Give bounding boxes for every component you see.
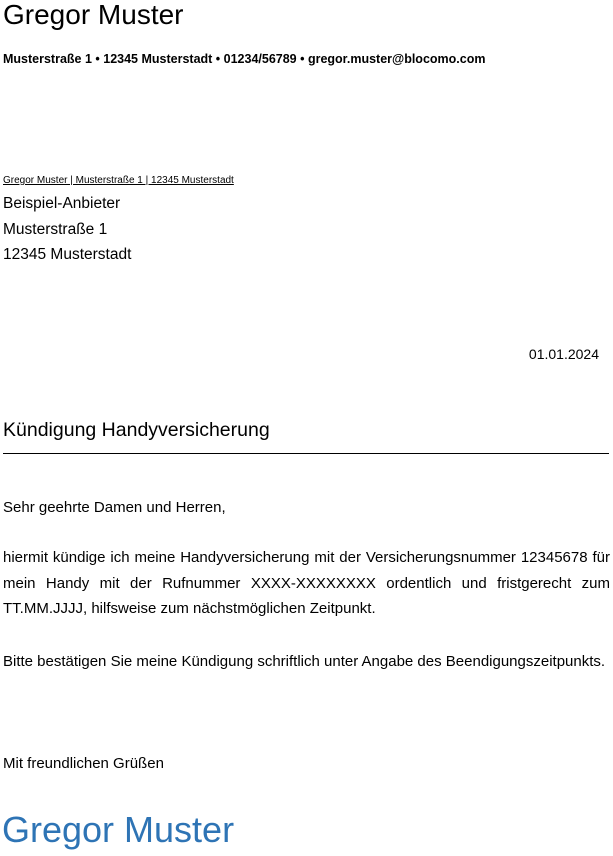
recipient-street: Musterstraße 1 [3, 220, 108, 238]
letter-paragraph-cancellation: hiermit kündige ich meine Handyversicherung mit der Versicherungsnummer 12345678 für mein Handy mit der Rufnummer XXXX-XXXXXXXX ordentlich und fristgerecht zum TT.MM.JJJJ, hilfsweise zum nächstmöglichen Zeitpunkt. [3, 549, 610, 617]
sender-contact-line: Musterstraße 1 • 12345 Musterstadt • 01234/56789 • gregor.muster@blocomo.com [3, 52, 486, 66]
letter-closing: Mit freundlichen Grüßen [3, 755, 164, 772]
letter-date: 01.01.2024 [528, 346, 599, 362]
signature: Gregor Muster [2, 809, 235, 850]
recipient-city: 12345 Musterstadt [3, 246, 132, 263]
return-address-line: Gregor Muster | Musterstraße 1 | 12345 Musterstadt [3, 175, 234, 186]
recipient-address-block [3, 191, 131, 268]
sender-name-heading: Gregor Muster [3, 0, 184, 30]
subject-divider [3, 453, 609, 454]
letter-salutation: Sehr geehrte Damen und Herren, [3, 499, 226, 516]
letter-paragraph-confirmation: Bitte bestätigen Sie meine Kündigung schriftlich unter Angabe des Beendigungszeitpunkts. [3, 653, 606, 670]
letter-subject: Kündigung Handyversicherung [3, 419, 270, 441]
recipient-company: Beispiel-Anbieter [3, 195, 121, 212]
